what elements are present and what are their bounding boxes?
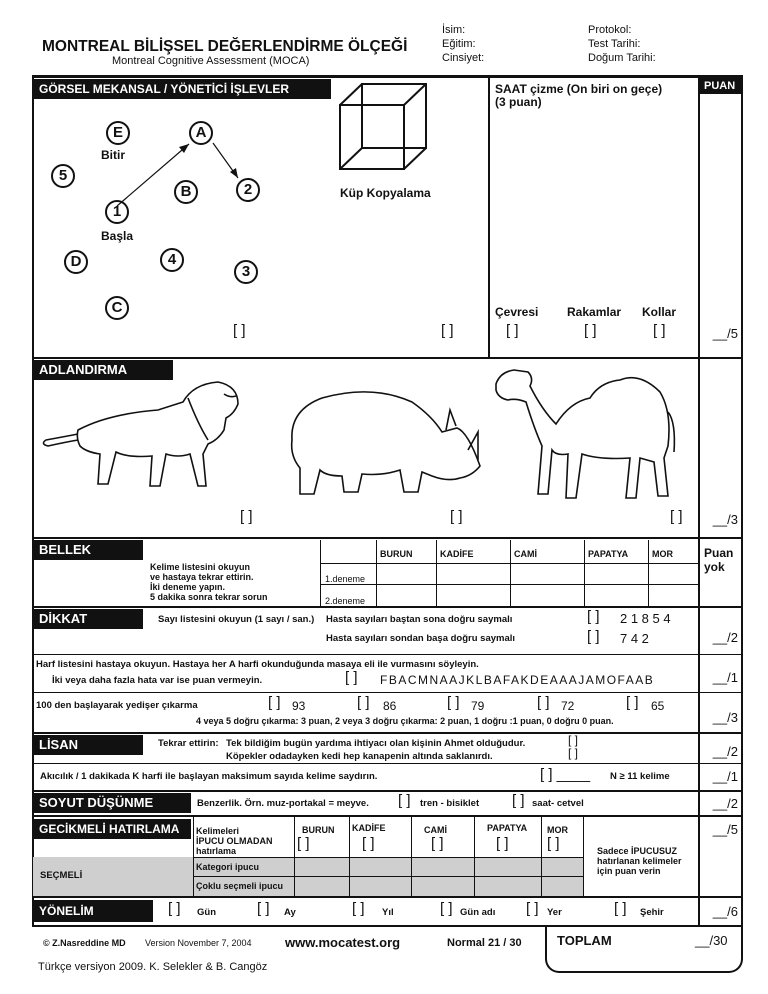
memory-instruction-3: İki deneme yapın. bbox=[150, 582, 226, 592]
fluency-criterion: N ≥ 11 kelime bbox=[610, 771, 670, 782]
clock-numbers-box[interactable]: [ ] bbox=[584, 322, 597, 339]
letter-instruction-1: Harf listesini hastaya okuyun. Hastaya her A harfi okunduğunda masaya eli ile vurmasını söyleyin. bbox=[36, 659, 479, 670]
clock-title: SAAT çizme (On biri on geçe) bbox=[495, 82, 663, 96]
recall-word-burun: BURUN bbox=[302, 825, 335, 835]
abstraction-box-2[interactable]: [ ] bbox=[512, 792, 525, 809]
trail-node-3: 3 bbox=[234, 260, 258, 284]
mem-grid-v3 bbox=[510, 540, 511, 607]
trail-node-2: 2 bbox=[236, 178, 260, 202]
cube-label: Küp Kopyalama bbox=[340, 186, 431, 200]
sep-digits bbox=[33, 654, 743, 655]
footer-copyright: © Z.Nasreddine MD bbox=[43, 938, 126, 948]
recall-row2-label: Kategori ipucu bbox=[196, 862, 260, 872]
memory-trial-2: 2.deneme bbox=[325, 596, 366, 606]
frame-top bbox=[33, 75, 743, 78]
cube-score-box[interactable]: [ ] bbox=[441, 322, 454, 339]
optional-label: SEÇMELİ bbox=[40, 870, 83, 881]
total-label: TOPLAM bbox=[557, 933, 612, 948]
sep-attention bbox=[33, 732, 743, 734]
orientation-box-city[interactable]: [ ] bbox=[614, 900, 627, 917]
recall-note-2: hatırlanan kelimeler bbox=[597, 856, 682, 866]
recall-row1-line1: Kelimeleri bbox=[196, 826, 240, 836]
abstraction-item-2: saat- cetvel bbox=[532, 798, 584, 809]
gender-field[interactable]: Cinsiyet: bbox=[442, 52, 485, 64]
puan-header: PUAN bbox=[700, 78, 741, 94]
recall-box-cami[interactable]: [ ] bbox=[431, 835, 444, 852]
memory-trial-1: 1.deneme bbox=[325, 574, 366, 584]
memory-word-burun: BURUN bbox=[380, 549, 413, 559]
clock-divider bbox=[488, 78, 490, 358]
mem-grid-v5 bbox=[648, 540, 649, 607]
repeat-label: Tekrar ettirin: bbox=[158, 738, 219, 749]
sep-abstraction bbox=[33, 815, 743, 817]
puan-column-line bbox=[698, 75, 700, 927]
trail-node-a: A bbox=[189, 121, 213, 145]
orientation-box-weekday[interactable]: [ ] bbox=[440, 900, 453, 917]
orientation-city: Şehir bbox=[640, 907, 664, 918]
visuo-section-title: GÖRSEL MEKANSAL / YÖNETİCİ İŞLEVLER bbox=[33, 79, 331, 99]
rhino-image bbox=[272, 380, 487, 505]
backward-digits: 7 4 2 bbox=[620, 631, 649, 646]
memory-word-papatya: PAPATYA bbox=[588, 549, 629, 559]
letters-sequence: FBACMNAAJKLBAFAKDEAAAJAMOFAAB bbox=[380, 673, 655, 687]
orientation-box-place[interactable]: [ ] bbox=[526, 900, 539, 917]
orientation-section-title: YÖNELİM bbox=[33, 900, 153, 922]
recall-grid-h2 bbox=[193, 876, 583, 877]
basla-label: Başla bbox=[101, 229, 134, 243]
sep-memory bbox=[33, 606, 743, 608]
serial7-note: 4 veya 5 doğru çıkarma: 3 puan, 2 veya 3 doğru çıkarma: 2 puan, 1 doğru :1 puan, 0 doğru 0 puan. bbox=[196, 716, 614, 726]
recall-grid-v6 bbox=[583, 817, 584, 897]
clock-criterion-numbers: Rakamlar bbox=[567, 305, 622, 319]
mem-grid-v0 bbox=[320, 540, 321, 607]
forward-box[interactable]: [ ] bbox=[587, 608, 600, 625]
trail-node-c: C bbox=[105, 296, 129, 320]
footer-normal: Normal 21 / 30 bbox=[447, 937, 522, 949]
camel-image bbox=[490, 362, 690, 507]
form-title: MONTREAL BİLİŞSEL DEĞERLENDİRME ÖLÇEĞİ bbox=[42, 38, 408, 55]
sep-language bbox=[33, 790, 743, 792]
repeat-score[interactable]: __/2 bbox=[712, 744, 738, 759]
memory-no-score-2: yok bbox=[704, 560, 725, 574]
abstraction-item-1: tren - bisiklet bbox=[420, 798, 480, 809]
recall-word-kadife: KADİFE bbox=[352, 823, 386, 833]
sep-visuo bbox=[33, 357, 743, 359]
abstraction-box-1[interactable]: [ ] bbox=[398, 792, 411, 809]
serial7-label: 100 den başlayarak yedişer çıkarma bbox=[36, 700, 198, 711]
clock-points: (3 puan) bbox=[495, 95, 542, 109]
patient-name-field[interactable]: İsim: bbox=[442, 24, 466, 36]
orientation-score[interactable]: __/6 bbox=[712, 904, 738, 919]
mem-grid-v4 bbox=[584, 540, 585, 607]
letter-instruction-2: İki veya daha fazla hata var ise puan vermeyin. bbox=[52, 675, 263, 686]
test-date-field[interactable]: Test Tarihi: bbox=[588, 38, 641, 50]
serial7-box-1[interactable]: [ ] bbox=[268, 694, 281, 711]
recall-row1-line3: hatırlama bbox=[196, 846, 237, 856]
digit-instruction: Sayı listesini okuyun (1 sayı / san.) bbox=[158, 614, 315, 625]
serial7-box-2[interactable]: [ ] bbox=[357, 694, 370, 711]
sentence-2: Köpekler odadayken kedi hep kanapenin altında saklanırdı. bbox=[226, 751, 493, 762]
digits-score[interactable]: __/2 bbox=[712, 630, 738, 645]
memory-no-score-1: Puan bbox=[704, 546, 734, 560]
abstraction-section-title: SOYUT DÜŞÜNME bbox=[33, 793, 191, 813]
education-field[interactable]: Eğitim: bbox=[442, 38, 476, 50]
orientation-box-day[interactable]: [ ] bbox=[168, 900, 181, 917]
trail-node-5: 5 bbox=[51, 164, 75, 188]
fluency-box[interactable]: [ ] ____ bbox=[540, 766, 591, 783]
serial7-box-5[interactable]: [ ] bbox=[626, 694, 639, 711]
sep-naming bbox=[33, 537, 743, 539]
recall-note-3: için puan verin bbox=[597, 866, 661, 876]
serial7-value-1: 93 bbox=[292, 699, 306, 713]
backward-label: Hasta sayıları sondan başa doğru saymalı bbox=[326, 633, 516, 644]
naming-score[interactable]: __/3 bbox=[712, 512, 738, 527]
orientation-year: Yıl bbox=[382, 907, 394, 918]
forward-label: Hasta sayıları baştan sona doğru saymalı bbox=[326, 614, 513, 625]
memory-word-cami: CAMİ bbox=[514, 549, 537, 559]
fluency-label: Akıcılık / 1 dakikada K harfi ile başlayan maksimum sayıda kelime saydırın. bbox=[40, 771, 378, 782]
mem-grid-h1 bbox=[320, 563, 698, 564]
recall-box-mor[interactable]: [ ] bbox=[547, 835, 560, 852]
memory-instruction-2: ve hastaya tekrar ettirin. bbox=[150, 572, 254, 582]
protocol-field[interactable]: Protokol: bbox=[588, 24, 632, 36]
recall-score[interactable]: __/5 bbox=[712, 822, 738, 837]
trail-node-4: 4 bbox=[160, 248, 184, 272]
recall-section-title: GECİKMELİ HATIRLAMA bbox=[33, 819, 191, 839]
mem-grid-h2 bbox=[320, 584, 698, 585]
mem-grid-v1 bbox=[376, 540, 377, 607]
lion-answer-box[interactable]: [ ] bbox=[240, 508, 253, 525]
bitir-label: Bitir bbox=[101, 148, 125, 162]
trail-node-d: D bbox=[64, 250, 88, 274]
clock-criterion-hands: Kollar bbox=[642, 305, 677, 319]
orientation-month: Ay bbox=[284, 907, 296, 918]
footer-version: Version November 7, 2004 bbox=[145, 938, 252, 948]
recall-box-burun[interactable]: [ ] bbox=[297, 835, 310, 852]
recall-note-1: Sadece İPUCUSUZ bbox=[597, 846, 678, 856]
sep-recall bbox=[33, 896, 743, 898]
sentence-1-box[interactable]: [ ] bbox=[568, 733, 579, 747]
naming-section-title: ADLANDIRMA bbox=[33, 360, 173, 380]
sep-repeat bbox=[33, 763, 743, 764]
fluency-score[interactable]: __/1 bbox=[712, 769, 738, 784]
memory-word-mor: MOR bbox=[652, 549, 673, 559]
serial7-score[interactable]: __/3 bbox=[712, 710, 738, 725]
orientation-day: Gün bbox=[197, 907, 216, 918]
recall-word-papatya: PAPATYA bbox=[487, 823, 528, 833]
recall-row3-label: Çoklu seçmeli ipucu bbox=[196, 881, 284, 891]
trail-making-lines bbox=[33, 100, 333, 350]
clock-contour-box[interactable]: [ ] bbox=[506, 322, 519, 339]
recall-word-mor: MOR bbox=[547, 825, 568, 835]
recall-box-papatya[interactable]: [ ] bbox=[496, 835, 509, 852]
mem-grid-v2 bbox=[436, 540, 437, 607]
serial7-value-2: 86 bbox=[383, 699, 397, 713]
clock-hands-box[interactable]: [ ] bbox=[653, 322, 666, 339]
serial7-value-5: 65 bbox=[651, 699, 665, 713]
orientation-weekday: Gün adı bbox=[460, 907, 496, 918]
abstraction-label: Benzerlik. Örn. muz-portakal = meyve. bbox=[197, 798, 369, 809]
footer-website[interactable]: www.mocatest.org bbox=[285, 935, 401, 950]
visuo-score[interactable]: __/5 bbox=[712, 326, 738, 341]
camel-answer-box[interactable]: [ ] bbox=[670, 508, 683, 525]
serial7-value-4: 72 bbox=[561, 699, 575, 713]
memory-instruction-1: Kelime listesini okuyun bbox=[150, 562, 251, 572]
trail-node-e: E bbox=[106, 121, 130, 145]
form-subtitle: Montreal Cognitive Assessment (MOCA) bbox=[112, 55, 310, 67]
attention-section-title: DİKKAT bbox=[33, 609, 143, 629]
serial7-box-3[interactable]: [ ] bbox=[447, 694, 460, 711]
trail-node-1: 1 bbox=[105, 200, 129, 224]
orientation-place: Yer bbox=[547, 907, 562, 918]
rhino-answer-box[interactable]: [ ] bbox=[450, 508, 463, 525]
trail-score-box[interactable]: [ ] bbox=[233, 322, 246, 339]
serial7-value-3: 79 bbox=[471, 699, 485, 713]
sentence-2-box[interactable]: [ ] bbox=[568, 746, 579, 760]
birth-date-field[interactable]: Doğum Tarihi: bbox=[588, 52, 656, 64]
lion-image bbox=[38, 374, 248, 504]
serial7-box-4[interactable]: [ ] bbox=[537, 694, 550, 711]
backward-box[interactable]: [ ] bbox=[587, 628, 600, 645]
trail-node-b: B bbox=[174, 180, 198, 204]
frame-right bbox=[741, 75, 743, 927]
recall-grid-h1 bbox=[193, 857, 583, 858]
orientation-box-month[interactable]: [ ] bbox=[257, 900, 270, 917]
letters-box[interactable]: [ ] bbox=[345, 669, 358, 686]
forward-digits: 2 1 8 5 4 bbox=[620, 611, 671, 626]
language-section-title: LİSAN bbox=[33, 735, 143, 755]
sentence-1: Tek bildiğim bugün yardıma ihtiyacı olan kişinin Ahmet olduğudur. bbox=[226, 738, 526, 749]
memory-instruction-4: 5 dakika sonra tekrar sorun bbox=[150, 592, 268, 602]
orientation-box-year[interactable]: [ ] bbox=[352, 900, 365, 917]
total-score[interactable]: __/30 bbox=[695, 933, 728, 948]
cube-drawing bbox=[336, 80, 436, 180]
footer-turkish-version: Türkçe versiyon 2009. K. Selekler & B. Cangöz bbox=[38, 961, 268, 973]
recall-row1-line2: İPUCU OLMADAN bbox=[196, 836, 273, 846]
memory-section-title: BELLEK bbox=[33, 540, 143, 560]
recall-box-kadife[interactable]: [ ] bbox=[362, 835, 375, 852]
memory-word-kadife: KADİFE bbox=[440, 549, 474, 559]
abstraction-score[interactable]: __/2 bbox=[712, 796, 738, 811]
sep-letters bbox=[33, 692, 743, 693]
clock-criterion-contour: Çevresi bbox=[495, 305, 539, 319]
letters-score[interactable]: __/1 bbox=[712, 670, 738, 685]
recall-word-cami: CAMİ bbox=[424, 825, 447, 835]
